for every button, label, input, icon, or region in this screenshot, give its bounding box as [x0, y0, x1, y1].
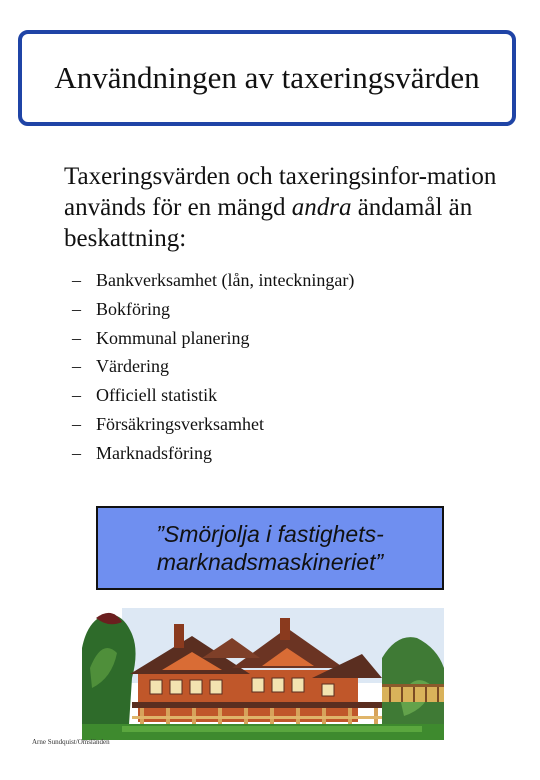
quote-text	[156, 520, 384, 576]
intro-paragraph	[64, 161, 504, 254]
quote-box	[96, 506, 444, 590]
list-item	[72, 381, 354, 410]
quote-line-1: ”Smörjolja i fastighets-	[156, 521, 384, 547]
bullet-list	[72, 266, 354, 468]
bullet-dash: –	[72, 413, 81, 434]
list-item	[72, 410, 354, 439]
bullet-text: Officiell statistik	[96, 385, 218, 406]
list-item	[72, 352, 354, 381]
list-item	[72, 295, 354, 324]
bullet-dash: –	[72, 442, 81, 463]
intro-emphasis: andra	[291, 194, 352, 221]
title-box	[18, 30, 516, 126]
intro-text-2: ändamål än beskattning:	[64, 194, 473, 252]
bullet-text: Försäkringsverksamhet	[96, 413, 264, 434]
bullet-text: Värdering	[96, 356, 169, 377]
list-item	[72, 439, 354, 468]
bullet-text: Bokföring	[96, 298, 170, 319]
house-illustration	[82, 608, 444, 740]
bullet-text: Marknadsföring	[96, 442, 212, 463]
slide-title: Användningen av taxeringsvärden	[54, 60, 480, 95]
bullet-dash: –	[72, 270, 81, 290]
bullet-dash: –	[72, 356, 81, 377]
list-item	[72, 266, 354, 295]
list-item	[72, 324, 354, 353]
bullet-text: Bankverksamhet (lån, inteckningar)	[96, 270, 355, 290]
intro-text-1: Taxeringsvärden och taxeringsinfor-mation används för en mängd	[64, 163, 497, 221]
bullet-dash: –	[72, 298, 81, 319]
bullet-dash: –	[72, 327, 81, 348]
bullet-dash: –	[72, 385, 81, 406]
bullet-text: Kommunal planering	[96, 327, 250, 348]
quote-line-2: marknadsmaskineriet”	[156, 549, 384, 575]
footer-credit: Arne Sundquist/Omsländen	[32, 738, 110, 746]
